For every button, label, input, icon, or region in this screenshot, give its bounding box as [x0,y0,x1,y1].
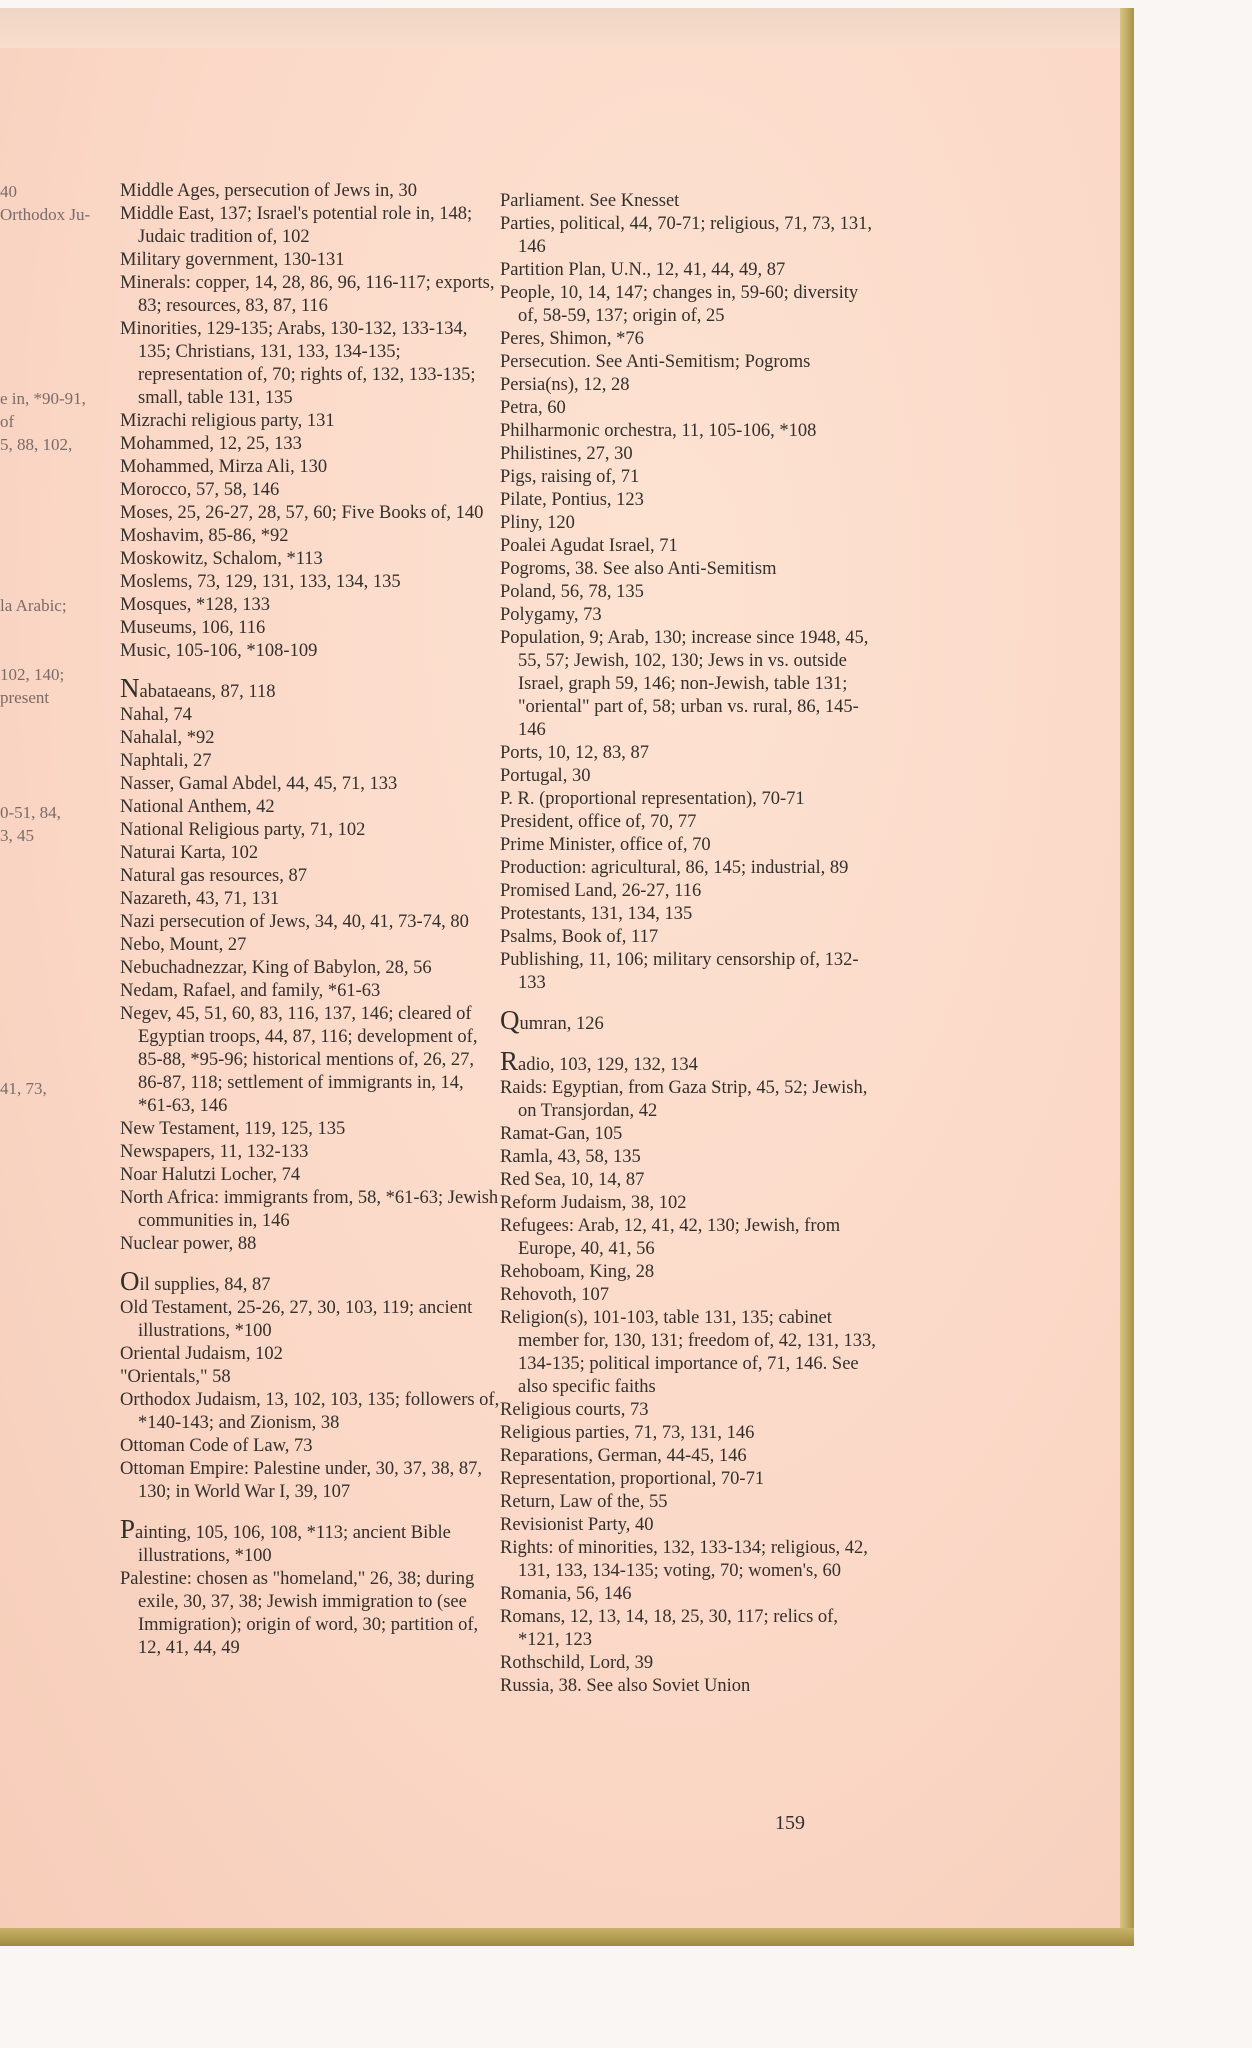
index-entry-text: Pliny, 120 [500,513,575,533]
section-initial: N [120,673,140,703]
index-entry [120,1343,500,1366]
index-entry-text: Naturai Karta, 102 [120,843,259,863]
index-entry [500,1146,880,1169]
index-entry-text: Romans, 12, 13, 14, 18, 25, 30, 117; relics of, *121, 123 [500,1607,838,1650]
index-entry [120,502,500,525]
index-entry [120,911,500,934]
index-entry [500,1537,880,1583]
index-entry [500,512,880,535]
margin-fragment: la Arabic; [0,596,67,615]
index-entry [120,433,500,456]
index-entry-text: Noar Halutzi Locher, 74 [120,1165,301,1185]
index-entry-text: Return, Law of the, 55 [500,1492,668,1512]
index-entry [120,1458,500,1504]
section-gap [500,995,880,1009]
section-gap [500,1036,880,1050]
index-entry-text: Persecution. See Anti-Semitism; Pogroms [500,352,811,372]
index-entry-text: Religious parties, 71, 73, 131, 146 [500,1423,755,1443]
index-entry-text: Religion(s), 101-103, table 131, 135; cabinet member for, 130, 131; freedom of, 42, 131, 133, 134-135; political importance of, 71, 146. See also specific faiths [500,1308,876,1397]
index-entry [120,1164,500,1187]
index-entry [120,888,500,911]
index-entry [120,980,500,1003]
index-entry-text: Religious courts, 73 [500,1400,649,1420]
index-entry [500,903,880,926]
index-entry [500,558,880,581]
index-entry [120,456,500,479]
index-entry-text: Ports, 10, 12, 83, 87 [500,743,650,763]
index-entry [120,750,500,773]
index-entry [500,1307,880,1399]
index-entry [500,604,880,627]
index-entry [500,1046,880,1077]
index-entry [120,865,500,888]
index-entry [500,1652,880,1675]
index-entry [500,1077,880,1123]
margin-fragment: 0-51, 84, [0,803,61,822]
index-entry-text: Reparations, German, 44-45, 146 [500,1446,747,1466]
index-entry [120,1233,500,1256]
margin-fragment: Orthodox Ju- [0,205,91,224]
index-entry [500,1514,880,1537]
index-entry [120,934,500,957]
page-top-edge [0,8,1120,48]
index-entry-text: Minerals: copper, 14, 28, 86, 96, 116-117; exports, 83; resources, 83, 87, 116 [120,273,495,316]
index-entry-text: Mohammed, Mirza Ali, 130 [120,457,328,477]
index-entry [120,819,500,842]
index-entry [500,742,880,765]
index-entry-text: Philharmonic orchestra, 11, 105-106, *108 [500,421,817,441]
index-entry-text: Polygamy, 73 [500,605,602,625]
index-entry [120,640,500,663]
index-entry [120,1514,500,1568]
index-entry-text: Moskowitz, Schalom, *113 [120,549,323,569]
index-entry-text: Military government, 130-131 [120,250,345,270]
index-entry-text: Prime Minister, office of, 70 [500,835,711,855]
index-entry-text: Philistines, 27, 30 [500,444,633,464]
index-entry [120,1141,500,1164]
index-entry-text: Reform Judaism, 38, 102 [500,1193,687,1213]
index-entry [500,1005,880,1036]
book-cover-bottom-edge [0,1928,1134,1946]
index-entry [500,788,880,811]
page-number: 159 [775,1812,805,1834]
index-entry [120,1435,500,1458]
index-entry-text: abataeans, 87, 118 [139,682,276,702]
index-entry-text: Raids: Egyptian, from Gaza Strip, 45, 52; Jewish, on Transjordan, 42 [500,1078,868,1121]
index-entry-text: President, office of, 70, 77 [500,812,697,832]
index-entry-text: Red Sea, 10, 14, 87 [500,1170,645,1190]
index-entry [500,627,880,742]
index-entry [500,374,880,397]
index-entry-text: Middle Ages, persecution of Jews in, 30 [120,181,417,201]
index-entry [120,842,500,865]
index-entry [120,1266,500,1297]
index-entry [120,594,500,617]
index-entry [500,1675,880,1698]
index-entry-text: Rothschild, Lord, 39 [500,1653,654,1673]
index-entry-text: Oriental Judaism, 102 [120,1344,283,1364]
index-entry [120,1366,500,1389]
index-entry-text: Refugees: Arab, 12, 41, 42, 130; Jewish, from Europe, 40, 41, 56 [500,1216,841,1259]
index-entry [500,328,880,351]
index-entry-text: National Religious party, 71, 102 [120,820,366,840]
index-entry [500,443,880,466]
index-entry-text: North Africa: immigrants from, 58, *61-63; Jewish communities in, 146 [120,1188,499,1231]
index-entry-text: Nahal, 74 [120,705,192,725]
index-entry-text: Minorities, 129-135; Arabs, 130-132, 133-134, 135; Christians, 131, 133, 134-135; representation of, 70; rights of, 132, 133-135; small, table 131, 135 [120,319,476,408]
index-entry-text: Peres, Shimon, *76 [500,329,644,349]
index-entry [120,773,500,796]
index-entry [500,765,880,788]
index-entry-text: Old Testament, 25-26, 27, 30, 103, 119; ancient illustrations, *100 [120,1298,473,1341]
margin-fragment: 41, 73, [0,1079,47,1098]
index-entry-text: ainting, 105, 106, 108, *113; ancient Bible illustrations, *100 [135,1523,451,1566]
index-entry-text: Parliament. See Knesset [500,191,680,211]
index-entry [500,1445,880,1468]
index-entry [500,926,880,949]
index-entry [500,811,880,834]
index-entry [500,466,880,489]
index-entry-text: Representation, proportional, 70-71 [500,1469,765,1489]
index-entry-text: Mizrachi religious party, 131 [120,411,335,431]
index-entry-text: Population, 9; Arab, 130; increase since 1948, 45, 55, 57; Jewish, 102, 130; Jews in vs. outside Israel, graph 59, 146; non-Jewish, table 131; "oriental" part of, 58; urban vs. rural, 86, 145-146 [500,628,869,740]
index-entry [500,581,880,604]
index-entry-text: Poalei Agudat Israel, 71 [500,536,678,556]
index-entry [120,1187,500,1233]
index-entry [500,213,880,259]
index-entry [120,704,500,727]
index-entry [120,673,500,704]
index-entry-text: Nazareth, 43, 71, 131 [120,889,280,909]
index-entry-text: Naphtali, 27 [120,751,212,771]
index-entry [500,949,880,995]
margin-fragment: 40 [0,182,17,201]
index-entry-text: Nebo, Mount, 27 [120,935,247,955]
index-entry-text: Revisionist Party, 40 [500,1515,654,1535]
index-entry-text: People, 10, 14, 147; changes in, 59-60; diversity of, 58-59, 137; origin of, 25 [500,283,859,326]
index-entry [500,1583,880,1606]
index-entry [120,727,500,750]
index-entry-text: Publishing, 11, 106; military censorship of, 132-133 [500,950,859,993]
index-entry-text: Ottoman Code of Law, 73 [120,1436,313,1456]
index-entry [120,1389,500,1435]
index-entry-text: il supplies, 84, 87 [139,1275,271,1295]
index-entry-text: Parties, political, 44, 70-71; religious, 71, 73, 131, 146 [500,214,873,257]
margin-fragment: 3, 45 [0,826,34,845]
index-entry-text: Newspapers, 11, 132-133 [120,1142,309,1162]
index-entry-text: Rehoboam, King, 28 [500,1262,655,1282]
index-entry-text: Nedam, Rafael, and family, *61-63 [120,981,381,1001]
index-entry [120,796,500,819]
index-entry-text: Rights: of minorities, 132, 133-134; religious, 42, 131, 133, 134-135; voting, 70; women's, 60 [500,1538,868,1581]
index-entry [500,535,880,558]
index-entry-text: Russia, 38. See also Soviet Union [500,1676,751,1696]
index-entry [500,1284,880,1307]
index-entry [500,1261,880,1284]
index-entry-text: Moshavim, 85-86, *92 [120,526,289,546]
index-entry-text: Petra, 60 [500,398,566,418]
index-entry [500,834,880,857]
index-entry [500,282,880,328]
index-entry-text: National Anthem, 42 [120,797,275,817]
index-entry [500,1169,880,1192]
index-entry-text: Nazi persecution of Jews, 34, 40, 41, 73-74, 80 [120,912,469,932]
index-entry-text: "Orientals," 58 [120,1367,231,1387]
index-entry-text: Poland, 56, 78, 135 [500,582,644,602]
section-initial: Q [500,1005,520,1035]
index-entry-text: New Testament, 119, 125, 135 [120,1119,346,1139]
index-entry [120,1568,500,1660]
index-entry-text: Ramat-Gan, 105 [500,1124,623,1144]
margin-fragment: 5, 88, 102, [0,435,73,454]
index-entry-text: Rehovoth, 107 [500,1285,609,1305]
index-entry [500,1192,880,1215]
book-cover-edge [1120,8,1134,1936]
index-entry [500,1123,880,1146]
index-entry [500,880,880,903]
margin-fragment: present [0,688,50,707]
index-entry [120,479,500,502]
index-entry-text: Mohammed, 12, 25, 133 [120,434,302,454]
index-entry [500,397,880,420]
index-entry-text: Palestine: chosen as "homeland," 26, 38; during exile, 30, 37, 38; Jewish immigration to (see Immigration); origin of word, 30; partition of, 12, 41, 44, 49 [120,1569,479,1658]
section-initial: P [120,1514,136,1544]
index-entry [500,1606,880,1652]
index-entry [500,857,880,880]
index-entry [120,617,500,640]
index-entry-text: Production: agricultural, 86, 145; industrial, 89 [500,858,849,878]
index-entry [500,190,880,213]
index-entry-text: Pilate, Pontius, 123 [500,490,644,510]
index-entry-text: Protestants, 131, 134, 135 [500,904,693,924]
section-gap [120,1504,500,1518]
index-entry-text: Portugal, 30 [500,766,591,786]
index-entry-text: Mosques, *128, 133 [120,595,271,615]
margin-fragment: of [0,412,15,431]
index-entry-text: Promised Land, 26-27, 116 [500,881,702,901]
index-entry-text: Nasser, Gamal Abdel, 44, 45, 71, 133 [120,774,398,794]
index-entry-text: Nahalal, *92 [120,728,215,748]
index-entry-text: Morocco, 57, 58, 146 [120,480,280,500]
index-entry-text: Middle East, 137; Israel's potential role in, 148; Judaic tradition of, 102 [120,204,473,247]
index-entry [500,259,880,282]
section-gap [120,663,500,677]
index-entry-text: Ottoman Empire: Palestine under, 30, 37, 38, 87, 130; in World War I, 39, 107 [120,1459,483,1502]
index-entry-text: Persia(ns), 12, 28 [500,375,630,395]
index-column-left [120,180,500,1660]
index-entry-text: P. R. (proportional representation), 70-71 [500,789,805,809]
margin-fragment: e in, *90-91, [0,389,86,408]
index-entry-text: Music, 105-106, *108-109 [120,641,318,661]
index-entry-text: Pigs, raising of, 71 [500,467,640,487]
index-entry [500,489,880,512]
index-entry-text: Partition Plan, U.N., 12, 41, 44, 49, 87 [500,260,786,280]
index-entry-text: Psalms, Book of, 117 [500,927,659,947]
index-entry-text: adio, 103, 129, 132, 134 [518,1055,698,1075]
index-entry-text: Romania, 56, 146 [500,1584,632,1604]
index-entry-text: Nebuchadnezzar, King of Babylon, 28, 56 [120,958,432,978]
index-entry-text: Museums, 106, 116 [120,618,266,638]
section-gap [120,1256,500,1270]
index-entry [120,318,500,410]
index-entry [500,1491,880,1514]
index-entry-text: Pogroms, 38. See also Anti-Semitism [500,559,777,579]
index-entry [120,249,500,272]
index-entry [120,571,500,594]
index-entry [120,525,500,548]
index-entry [500,1215,880,1261]
index-column-right [500,190,880,1698]
index-entry-text: umran, 126 [519,1014,604,1034]
index-entry [120,203,500,249]
index-entry-text: Nuclear power, 88 [120,1234,257,1254]
section-initial: O [120,1266,140,1296]
index-entry-text: Negev, 45, 51, 60, 83, 116, 137, 146; cleared of Egyptian troops, 44, 87, 116; development of, 85-88, *95-96; historical mentions of, 26, 27, 86-87, 118; settlement of immigrants in, 14, *61-63, 146 [120,1004,478,1116]
index-entry [120,1003,500,1118]
index-entry [120,1297,500,1343]
index-entry [120,957,500,980]
index-entry [120,272,500,318]
index-entry [120,1118,500,1141]
index-entry-text: Orthodox Judaism, 13, 102, 103, 135; followers of, *140-143; and Zionism, 38 [120,1390,500,1433]
margin-fragment: 102, 140; [0,665,65,684]
index-entry-text: Natural gas resources, 87 [120,866,307,886]
index-entry [500,420,880,443]
index-entry [500,351,880,374]
section-initial: R [500,1046,519,1076]
index-entry-text: Moses, 25, 26-27, 28, 57, 60; Five Books of, 140 [120,503,484,523]
index-entry [120,548,500,571]
index-entry [500,1468,880,1491]
index-entry [120,180,500,203]
index-entry [500,1399,880,1422]
index-entry-text: Ramla, 43, 58, 135 [500,1147,641,1167]
index-entry-text: Moslems, 73, 129, 131, 133, 134, 135 [120,572,401,592]
index-entry [500,1422,880,1445]
index-entry [120,410,500,433]
